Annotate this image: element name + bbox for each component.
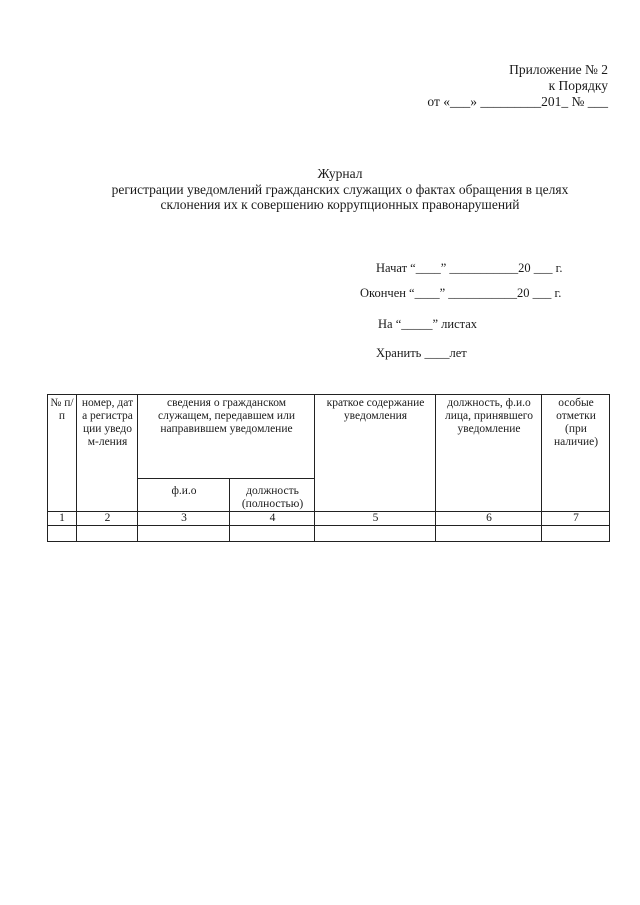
journal-started: Начат “____” ___________20 ___ г. — [376, 261, 563, 275]
title-line-2: регистрации уведомлений гражданских служащих о фактах обращения в целях — [111, 181, 569, 197]
header-receiver: должность, ф.и.о лица, принявшего уведомление — [445, 397, 533, 435]
column-number-4: 4 — [269, 512, 276, 524]
appendix-date: от «___» _________201_ № ___ — [427, 94, 608, 109]
header-registration: номер, дата регистрации уведом-ления — [81, 397, 134, 448]
journal-sheets: На “_____” листах — [378, 317, 478, 331]
journal-finished: Окончен “____” ___________20 ___ г. — [360, 286, 562, 300]
document-title — [80, 166, 600, 213]
column-number-3: 3 — [181, 512, 187, 524]
header-employee-info: сведения о гражданском служащем, передавшем или направившем уведомление — [158, 397, 295, 435]
header-summary: краткое содержание уведомления — [326, 397, 425, 422]
journal-keep: Хранить ____лет — [376, 346, 467, 360]
appendix-block — [427, 62, 608, 110]
registration-table — [47, 394, 610, 542]
header-fio: ф.и.о — [171, 485, 197, 497]
table-row-empty — [48, 526, 609, 541]
title-journal: Журнал — [317, 166, 363, 181]
column-number-6: 6 — [486, 512, 492, 524]
header-position: должность (полностью) — [241, 485, 304, 510]
appendix-order: к Порядку — [548, 78, 608, 93]
header-notes: особые отметки (при наличие) — [553, 397, 599, 448]
appendix-number: Приложение № 2 — [509, 62, 608, 77]
header-number: № п/п — [50, 397, 74, 422]
column-number-7: 7 — [573, 512, 579, 524]
title-line-3: склонения их к совершению коррупционных правонарушений — [160, 197, 520, 212]
column-number-1: 1 — [59, 512, 65, 524]
column-number-5: 5 — [372, 512, 379, 524]
column-number-2: 2 — [104, 512, 111, 524]
